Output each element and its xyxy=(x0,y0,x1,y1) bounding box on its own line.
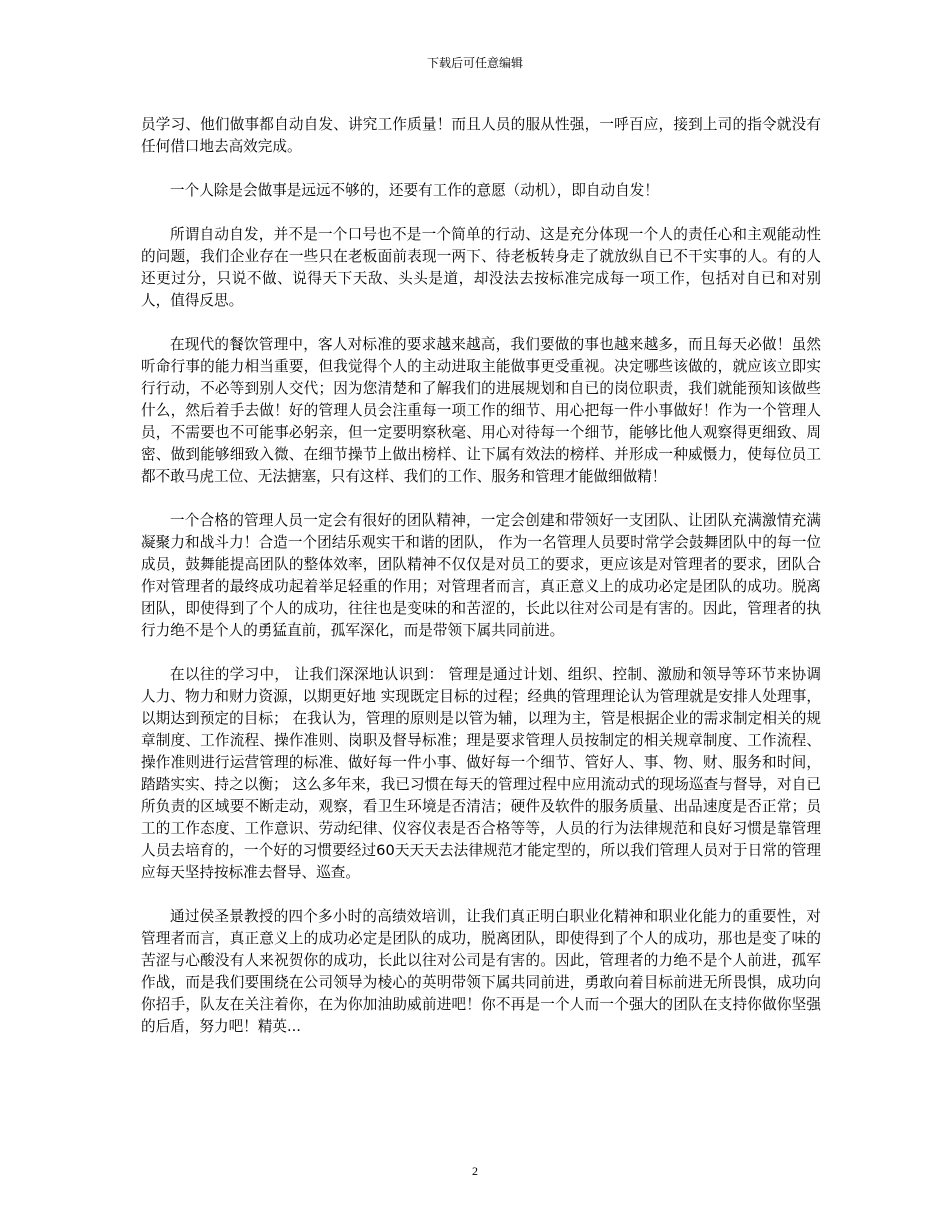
paragraph: 一个合格的管理人员一定会有很好的团队精神，一定会创建和带领好一支团队、让团队充满激情充满凝聚力和战斗力！合造一个团结乐观实干和谐的团队， 作为一名管理人员要时常学会鼓舞团队中的每一位成员，鼓舞能提高团队的整体效率，团队精神不仅仅是对员工的要求，更应该是对管理者的要求，团队合作对管理者的最终成功起着举足轻重的作用；对管理者而言，真正意义上的成功必定是团队的成功。脱离团队，即使得到了个人的成功，往往也是变味的和苦涩的，长此以往对公司是有害的。因此，管理者的执行力绝不是个人的勇猛直前，孤军深化，而是带领下属共同前进。 xyxy=(141,512,821,639)
page-number-text: 2 xyxy=(472,1164,478,1178)
paragraph: 通过侯圣景教授的四个多小时的高绩效培训，让我们真正明白职业化精神和职业化能力的重要性，对管理者而言，真正意义上的成功必定是团队的成功，脱离团队，即使得到了个人的成功，那也是变了味的苦涩与心酸没有人来祝贺你的成功，长此以往对公司是有害的。因此，管理者的力绝不是个人前进，孤军作战，而是我们要围绕在公司领导为棱心的英明带领下属共同前进，勇敢向着目标前进无所畏惧，成功向你招手，队友在关注着你，在为你加油助威前进吧！你不再是一个人而一个强大的团队在支持你做你坚强的后盾，努力吧！精英... xyxy=(141,908,821,1035)
document-body xyxy=(141,114,821,1060)
paragraph: 在以往的学习中， 让我们深深地认识到： 管理是通过计划、组织、控制、激励和领导等环节来协调人力、物力和财力资源，以期更好地 实现既定目标的过程；经典的管理理论认为管理就是安排人处理事，以期达到预定的目标； 在我认为，管理的原则是以管为辅，以理为主，管是根据企业的需求制定相关的规章制度、工作流程、操作准则、岗职及督导标准；理是要求管理人员按制定的相关规章制度、工作流程、操作准则进行运营管理的标准、做好每一件小事、做好每一个细节、管好人、事、物、财、服务和时间，踏踏实实、持之以衡； 这么多年来，我已习惯在每天的管理过程中应用流动式的现场巡查与督导，对自已所负责的区域要不断走动，观察，看卫生环境是否清洁；硬件及软件的服务质量、出品速度是否正常；员工的工作态度、工作意识、劳动纪律、仪容仪表是否合格等等，人员的行为法律规范和良好习惯是靠管理人员去培育的，一个好的习惯要经过60天天天去法律规范才能定型的，所以我们管理人员对于日常的管理应每天坚持按标准去督导、巡查。 xyxy=(141,666,821,881)
paragraph: 所谓自动自发，并不是一个口号也不是一个简单的行动、这是充分体现一个人的责任心和主观能动性的问题，我们企业存在一些只在老板面前表现一两下、待老板转身走了就放纵自已不干实事的人。有的人还更过分，只说不做、说得天下天敌、头头是道，却没法去按标准完成每一项工作，包括对自已和对别人，值得反思。 xyxy=(141,226,821,309)
page-number xyxy=(0,1163,950,1179)
paragraph-continuation: 员学习、他们做事都自动自发、讲究工作质量！而且人员的服从性强，一呼百应，接到上司的指令就没有任何借口地去高效完成。 xyxy=(141,116,821,155)
paragraph: 一个人除是会做事是远远不够的，还要有工作的意愿（动机），即自动自发！ xyxy=(170,182,659,199)
header-text: 下载后可任意编辑 xyxy=(426,56,523,70)
paragraph: 在现代的餐饮管理中，客人对标准的要求越来越高，我们要做的事也越来越多，而且每天必做！虽然听命行事的能力相当重要，但我觉得个人的主动进取主能做事更受重视。决定哪些该做的，就应该立即实行行动，不必等到别人交代；因为您清楚和了解我们的进展规划和自已的岗位职责，我们就能预知该做些什么，然后着手去做！好的管理人员会注重每一项工作的细节、用心把每一件小事做好！作为一个管理人员，不需要也不可能事必躬亲，但一定要明察秋毫、用心对待每一个细节，能够比他人观察得更细致、周密、做到能够细致入微、在细节操节上做出榜样、让下属有效法的榜样、并形成一种威慑力，使每位员工都不敢马虎工位、无法搪塞，只有这样、我们的工作、服务和管理才能做细做精！ xyxy=(141,336,821,485)
page-header xyxy=(0,55,950,71)
